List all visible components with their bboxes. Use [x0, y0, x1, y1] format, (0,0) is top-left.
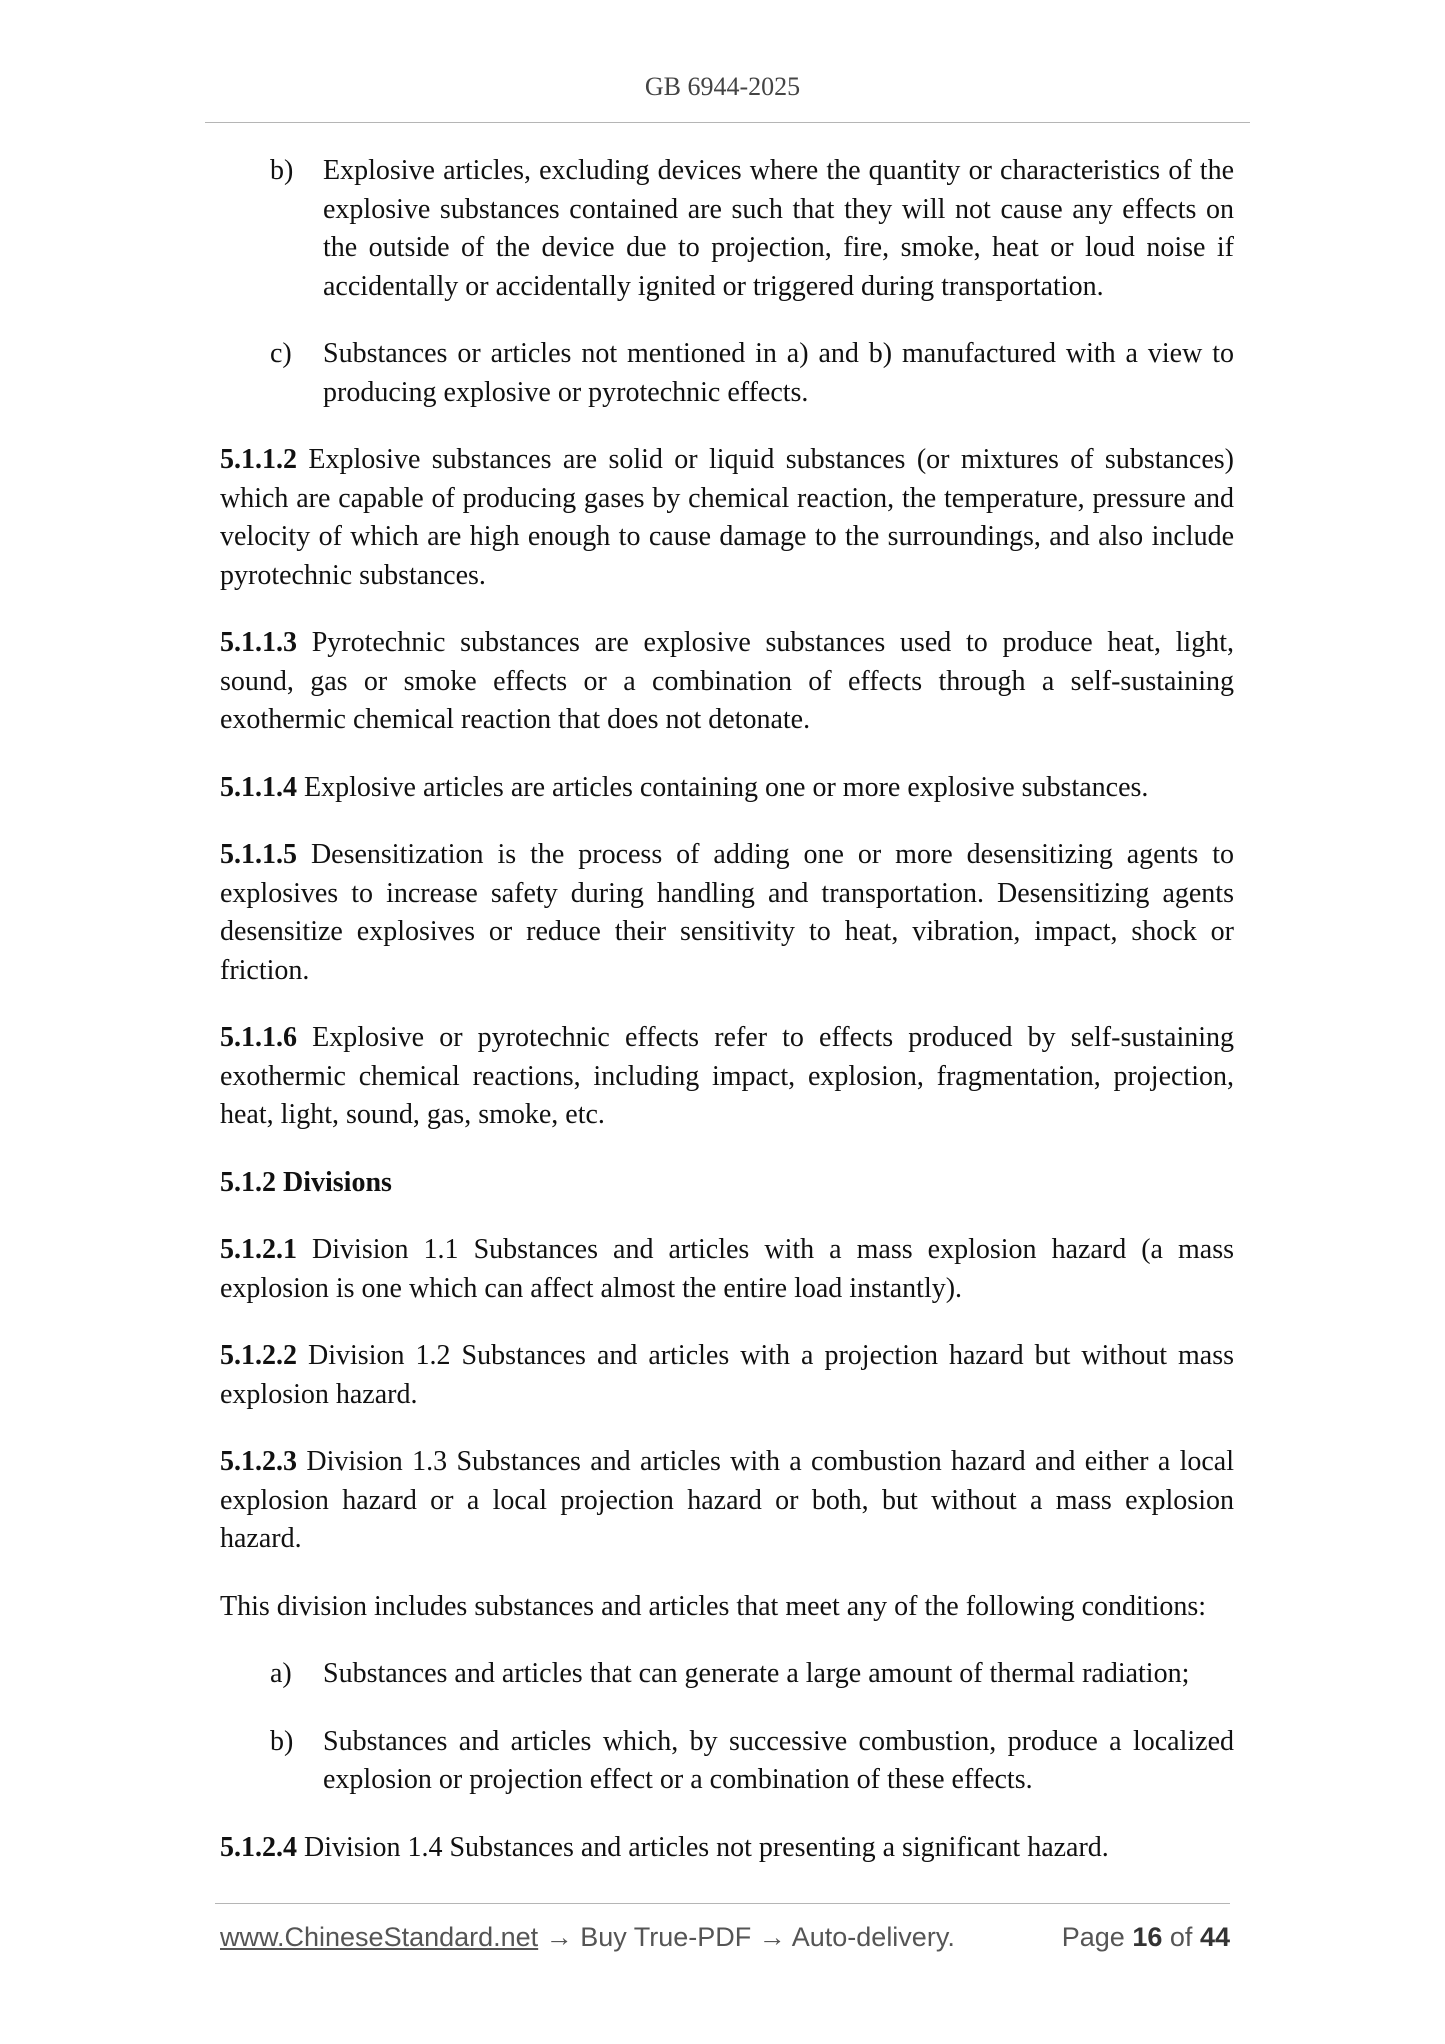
section-heading — [220, 1164, 1234, 1203]
page-header-title: GB 6944-2025 — [644, 72, 801, 101]
of-label: of — [1169, 1922, 1193, 1952]
list-item-b-bottom — [220, 1723, 1234, 1800]
section-heading-text: 5.1.2 Divisions — [220, 1166, 392, 1198]
clause-text: Division 1.4 Substances and articles not presenting a significant hazard. — [304, 1831, 1109, 1863]
clause-text: Division 1.3 Substances and articles with a combustion hazard and either a local explosion hazard or a local projection hazard or both, but without a mass explosion hazard. — [220, 1446, 1235, 1554]
clause-text: Division 1.1 Substances and articles with a mass explosion hazard (a mass explosion is one which can affect almost the entire load instantly). — [220, 1234, 1235, 1304]
list-item-c-top — [220, 335, 1234, 412]
clause-5-1-2-3 — [220, 1443, 1234, 1559]
clause-number: 5.1.2.3 — [220, 1446, 297, 1477]
total-pages: 44 — [1199, 1922, 1230, 1952]
footer-promo — [220, 1922, 955, 1953]
clause-number: 5.1.1.2 — [220, 444, 297, 475]
header-divider — [205, 122, 1250, 123]
list-marker: b) — [270, 1725, 294, 1757]
current-page: 16 — [1132, 1922, 1163, 1952]
footer-tagline: → Buy True-PDF → Auto-delivery. — [538, 1922, 955, 1952]
page-footer — [220, 1922, 1230, 1962]
clause-5-1-2-4 — [220, 1829, 1234, 1868]
clause-5-1-1-2 — [220, 441, 1234, 595]
page-number — [1062, 1922, 1230, 1953]
list-marker: b) — [270, 155, 294, 186]
list-item-a-bottom — [220, 1655, 1234, 1694]
clause-number: 5.1.1.4 — [220, 771, 297, 803]
clause-5-1-2-2 — [220, 1337, 1234, 1414]
clause-number: 5.1.2.2 — [220, 1340, 297, 1371]
list-item-text: Explosive articles, excluding devices where the quantity or characteristics of the explosive substances contained are such that they will not cause any effects on the outside of the device due to projection, fire, smoke, heat or loud noise if accidentally or accidentally ignited or triggered during transportation. — [323, 155, 1234, 302]
clause-5-1-1-4 — [220, 769, 1234, 808]
document-body — [220, 152, 1234, 1896]
clause-text: Explosive substances are solid or liquid substances (or mixtures of substances) which are capable of producing gases by chemical reaction, the temperature, pressure and velocity of which are high enough to cause damage to the surroundings, and also include pyrotechnic substances. — [220, 444, 1235, 591]
division-intro: This division includes substances and articles that meet any of the following conditions: — [220, 1590, 1207, 1622]
clause-number: 5.1.2.1 — [220, 1234, 297, 1265]
list-marker: a) — [270, 1658, 292, 1689]
footer-website-link[interactable]: www.ChineseStandard.net — [220, 1922, 539, 1952]
clause-number: 5.1.1.3 — [220, 627, 297, 658]
clause-text: Pyrotechnic substances are explosive substances used to produce heat, light, sound, gas or smoke effects or a combination of effects through a self-sustaining exothermic chemical reaction that does not detonate. — [220, 627, 1234, 735]
clause-5-1-1-5 — [220, 836, 1234, 990]
clause-number: 5.1.1.5 — [220, 839, 297, 870]
list-item-text: Substances or articles not mentioned in a) and b) manufactured with a view to producing explosive or pyrotechnic effects. — [323, 338, 1234, 408]
footer-divider — [215, 1903, 1230, 1904]
list-item-b-top — [220, 152, 1234, 306]
clause-5-1-1-6 — [220, 1019, 1234, 1135]
clause-text: Explosive or pyrotechnic effects refer to effects produced by self-sustaining exothermic chemical reactions, including impact, explosion, fragmentation, projection, heat, light, sound, gas, smoke, etc. — [220, 1022, 1234, 1130]
clause-5-1-1-3 — [220, 624, 1234, 740]
clause-number: 5.1.2.4 — [220, 1831, 297, 1863]
page-label: Page — [1061, 1922, 1125, 1952]
list-item-text: Substances and articles which, by successive combustion, produce a localized explosion or projection effect or a combination of these effects. — [323, 1725, 1234, 1795]
list-marker: c) — [270, 338, 292, 369]
clause-text: Division 1.2 Substances and articles with a projection hazard but without mass explosion hazard. — [220, 1340, 1234, 1410]
clause-text: Desensitization is the process of adding one or more desensitizing agents to explosives to increase safety during handling and transportation. Desensitizing agents desensitize explosives or reduce their sensitivity to heat, vibration, impact, shock or friction. — [220, 839, 1235, 986]
clause-5-1-2-1 — [220, 1231, 1234, 1308]
clause-number: 5.1.1.6 — [220, 1022, 297, 1053]
list-item-text: Substances and articles that can generate a large amount of thermal radiation; — [323, 1658, 1190, 1689]
clause-text: Explosive articles are articles containing one or more explosive substances. — [304, 771, 1149, 803]
